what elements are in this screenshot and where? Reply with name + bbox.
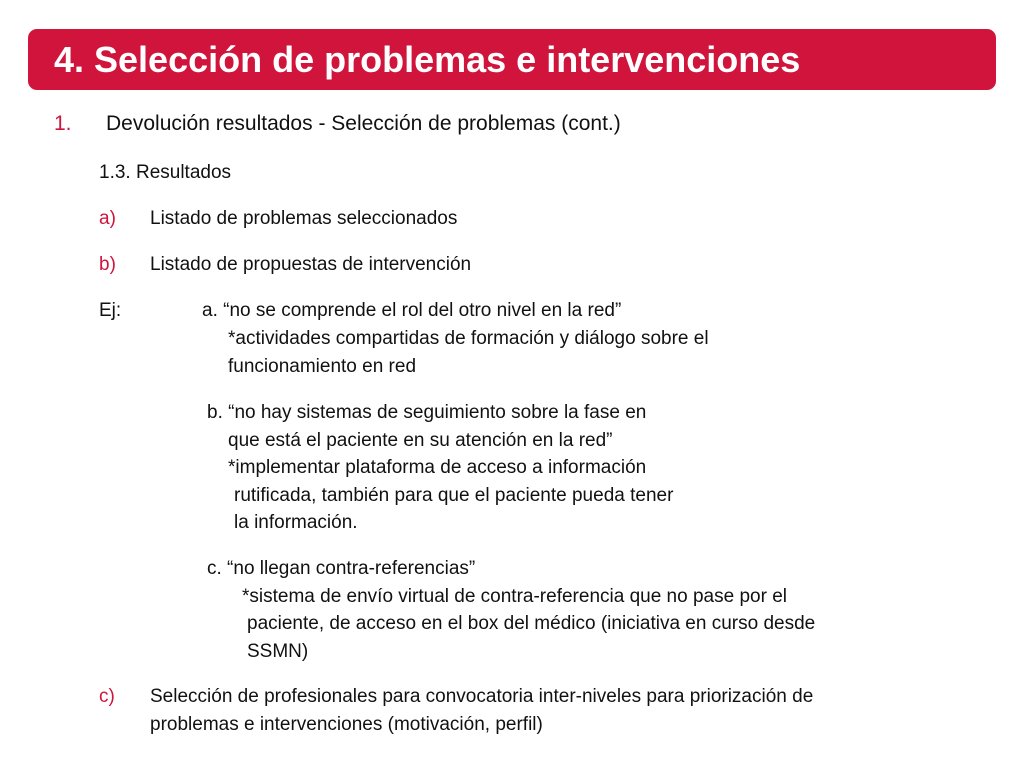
page-title: 4. Selección de problemas e intervenciones <box>54 39 801 80</box>
example-c-line: *sistema de envío virtual de contra-referencia que no pase por el <box>242 586 787 607</box>
item-c-line: Selección de profesionales para convocatoria inter-niveles para priorización de <box>150 686 814 707</box>
item-b-text: Listado de propuestas de intervención <box>150 254 472 275</box>
example-a-line: *actividades compartidas de formación y diálogo sobre el <box>228 328 709 349</box>
example-b-line: que está el paciente en su atención en la red” <box>228 430 613 451</box>
example-a-line: a. “no se comprende el rol del otro nivel en la red” <box>202 300 622 321</box>
example-b-line: rutificada, también para que el paciente pueda tener <box>234 485 674 506</box>
example-b-line: la información. <box>234 512 358 533</box>
example-a-line: funcionamiento en red <box>228 356 417 377</box>
example-b-line: *implementar plataforma de acceso a información <box>228 457 647 478</box>
item-c-line: problemas e intervenciones (motivación, perfil) <box>150 714 543 735</box>
example-c-line: paciente, de acceso en el box del médico (iniciativa en curso desde <box>247 613 816 634</box>
example-label: Ej: <box>99 300 122 321</box>
example-c-line: SSMN) <box>247 641 309 662</box>
item-b-marker: b) <box>99 254 116 275</box>
item-1-marker: 1. <box>54 112 72 135</box>
item-c-marker: c) <box>99 686 115 707</box>
item-1-text: Devolución resultados - Selección de problemas (cont.) <box>106 112 621 135</box>
example-b-line: b. “no hay sistemas de seguimiento sobre la fase en <box>207 402 647 423</box>
item-a-marker: a) <box>99 208 116 229</box>
example-c-line: c. “no llegan contra-referencias” <box>207 558 476 579</box>
item-a-text: Listado de problemas seleccionados <box>150 208 458 229</box>
subheading: 1.3. Resultados <box>99 162 232 183</box>
title-bar <box>28 29 996 90</box>
